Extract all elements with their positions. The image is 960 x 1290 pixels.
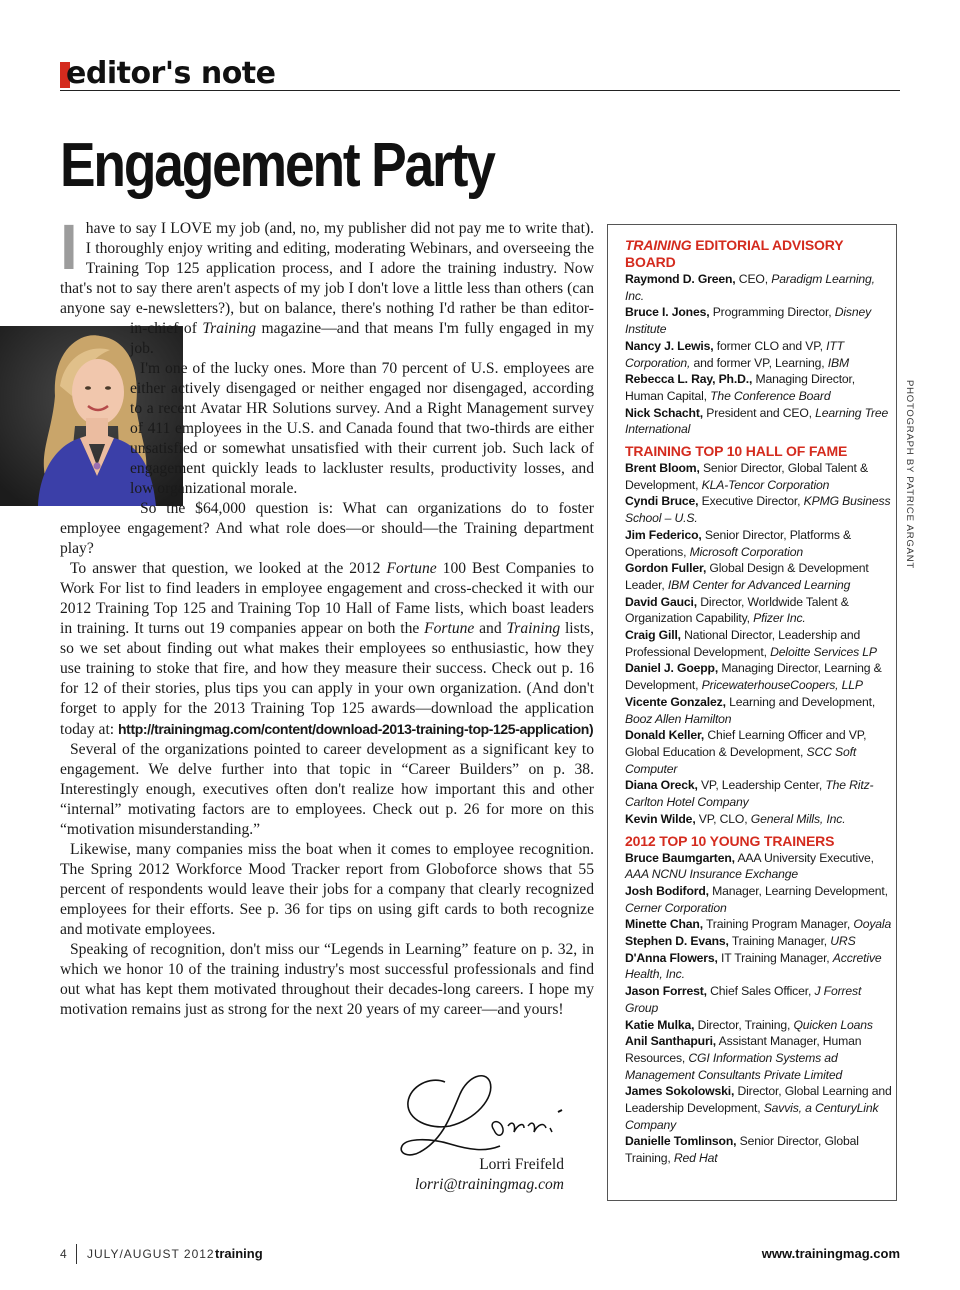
author-name: Lorri Freifeld bbox=[479, 1156, 564, 1173]
paragraph-1: Ihave to say I LOVE my job (and, no, my publisher did not pay me to write that). I thoroughly enjoy writing and editing, moderating Webinars, and overseeing the Training Top 125 application process, and I adore the training industry. Now that's not to say there aren't aspects of my job I don't love a little less than others (can anyone say e-newsletters?), but on balance, there's nothing I'd rather be than editor-in-chief of Training magazine—and that means I'm fully engaged in my job. bbox=[60, 219, 594, 359]
sidebar-entry: Gordon Fuller, Global Design & Development Leader, IBM Center for Advanced Learning bbox=[625, 561, 869, 592]
page-footer bbox=[60, 1244, 900, 1264]
magazine-brand: training bbox=[215, 1246, 263, 1261]
sidebar-entry: James Sokolowski, Director, Global Learning and Leadership Development, Savvis, a CenturyLink Company bbox=[625, 1084, 892, 1132]
headline: Engagement Party bbox=[60, 131, 494, 200]
sidebar-heading: 2012 TOP 10 YOUNG TRAINERS bbox=[625, 832, 835, 849]
sidebar-content bbox=[625, 237, 893, 1167]
signature bbox=[390, 1068, 580, 1163]
sidebar-box bbox=[607, 224, 897, 1201]
photo-spacer bbox=[0, 327, 124, 507]
paragraph-4: To answer that question, we looked at the 2012 Fortune 100 Best Companies to Work For list to find leaders in employee engagement and cross-checked it with our 2012 Training Top 125 and Training Top 10 Hall of Fame lists, which boast leaders in training. It turns out 19 companies appear on both the Fortune and Training lists, so we set about finding out what makes their employees so enthusiastic, how they use training to stoke that fire, and how they measure their success. Check out p. 16 for 12 of their stories, plus tips you can apply in your own organization. (And don't forget to apply for the 2013 Training Top 125 awards—download the application today at: http://trainingmag.com/content/download-2013-training-top-125-application) bbox=[60, 560, 595, 738]
footer-divider bbox=[76, 1244, 77, 1264]
author-email[interactable]: lorri@trainingmag.com bbox=[414, 1176, 564, 1193]
sidebar-entry: Nancy J. Lewis, former CLO and VP, ITT Corporation, and former VP, Learning, IBM bbox=[625, 338, 849, 370]
paragraph-7: Speaking of recognition, don't miss our “Legends in Learning” feature on p. 32, in which we honor 10 of the training industry's most successful professionals and find out what has kept them motivated throughout their decades-long careers. I hope my motivation remains just as strong for the next 20 years of my career—and yours! bbox=[60, 941, 594, 1018]
section-title: editor's note bbox=[66, 56, 276, 91]
website-link[interactable]: www.trainingmag.com bbox=[761, 1246, 900, 1261]
sidebar-entry: Rebecca L. Ray, Ph.D., Managing Director, Human Capital, The Conference Board bbox=[625, 372, 856, 403]
sidebar-entry: Josh Bodiford, Manager, Learning Development, Cerner Corporation bbox=[625, 883, 888, 915]
issue-date: JULY/AUGUST 2012 bbox=[87, 1247, 215, 1261]
sidebar-entry: Craig Gill, National Director, Leadership and Professional Development, Deloitte Services LP bbox=[625, 628, 877, 659]
sidebar-entry: Danielle Tomlinson, Senior Director, Global Training, Red Hat bbox=[625, 1134, 859, 1166]
sidebar-entry: Daniel J. Goepp, Managing Director, Learning & Development, PricewaterhouseCoopers, LLP bbox=[625, 661, 882, 693]
sidebar-entry: Anil Santhapuri, Assistant Manager, Human Resources, CGI Information Systems ad Management Consultants Private Limited bbox=[625, 1034, 862, 1082]
paragraph-5: Several of the organizations pointed to career development as a significant key to engagement. We delve further into that topic in “Career Builders” on p. 38. Interestingly enough, executives often don't realize how important this and other “internal” motivating factors are to employees. Check out p. 26 for more on this “motivation misunderstanding.” bbox=[60, 741, 594, 838]
sidebar-entry: Bruce I. Jones, Programming Director, Disney Institute bbox=[625, 305, 872, 337]
paragraph-3: So the $64,000 question is: What can organizations do to foster employee engagement? And what role does—or should—the Training department play? bbox=[60, 500, 594, 557]
sidebar-entry: Jim Federico, Senior Director, Platforms & Operations, Microsoft Corporation bbox=[625, 527, 852, 559]
sidebar-entry: Kevin Wilde, VP, CLO, General Mills, Inc. bbox=[625, 811, 846, 826]
section-header bbox=[60, 58, 900, 91]
sidebar-heading: TRAINING TOP 10 HALL OF FAME bbox=[625, 443, 848, 460]
sidebar-entry: Stephen D. Evans, Training Manager, URS bbox=[625, 934, 856, 949]
sidebar-heading: TRAINING EDITORIAL ADVISORY BOARD bbox=[625, 237, 844, 270]
paragraph-2: I'm one of the lucky ones. More than 70 percent of U.S. employees are either actively disengaged or neither engaged nor disengaged, according to a recent Avatar HR Solutions survey. And a Right Management survey of 411 employees in the U.S. and Canada found that two-thirds are either unsatisfied or somewhat unsatisfied with their current job. Such lack of engagement quickly leads to lackluster results, productivity losses, and low organizational morale. bbox=[130, 360, 594, 497]
page-number: 4 bbox=[60, 1247, 67, 1261]
article-body bbox=[60, 211, 595, 1020]
sidebar-entry: Brent Bloom, Senior Director, Global Talent & Development, KLA-Tencor Corporation bbox=[625, 461, 868, 492]
dropcap: I bbox=[60, 211, 78, 283]
sidebar-entry: Vicente Gonzalez, Learning and Development, Booz Allen Hamilton bbox=[625, 694, 876, 726]
sidebar-entry: Minette Chan, Training Program Manager, Ooyala bbox=[625, 917, 892, 932]
sidebar-entry: Diana Oreck, VP, Leadership Center, The Ritz-Carlton Hotel Company bbox=[625, 778, 874, 810]
sidebar-entry: Donald Keller, Chief Learning Officer and VP, Global Education & Development, SCC Soft Computer bbox=[625, 728, 867, 776]
sidebar-entry: Nick Schacht, President and CEO, Learning Tree International bbox=[625, 405, 889, 437]
application-link[interactable]: http://trainingmag.com/content/download-2013-training-top-125-application) bbox=[118, 721, 594, 737]
paragraph-6: Likewise, many companies miss the boat when it comes to employee recognition. The Spring 2012 Workforce Mood Tracker report from Globoforce shows that 55 percent of respondents would leave their jobs for a company that clearly recognized employees for their efforts. See p. 36 for tips on using gift cards to both recognize and motivate employees. bbox=[60, 841, 594, 938]
photo-credit: PHOTOGRAPH BY PATRICE ARGANT bbox=[904, 380, 915, 570]
sidebar-entry: Cyndi Bruce, Executive Director, KPMG Business School – U.S. bbox=[625, 494, 891, 526]
sidebar-entry: Katie Mulka, Director, Training, Quicken Loans bbox=[625, 1017, 873, 1032]
sidebar-entry: David Gauci, Director, Worldwide Talent & Organization Capability, Pfizer Inc. bbox=[625, 594, 849, 626]
sidebar-entry: D'Anna Flowers, IT Training Manager, Accretive Health, Inc. bbox=[625, 950, 882, 982]
sidebar-entry: Bruce Baumgarten, AAA University Executive, AAA NCNU Insurance Exchange bbox=[625, 850, 874, 882]
sidebar-entry: Raymond D. Green, CEO, Paradigm Learning, Inc. bbox=[625, 272, 875, 303]
sidebar-entry: Jason Forrest, Chief Sales Officer, J Forrest Group bbox=[625, 984, 862, 1015]
